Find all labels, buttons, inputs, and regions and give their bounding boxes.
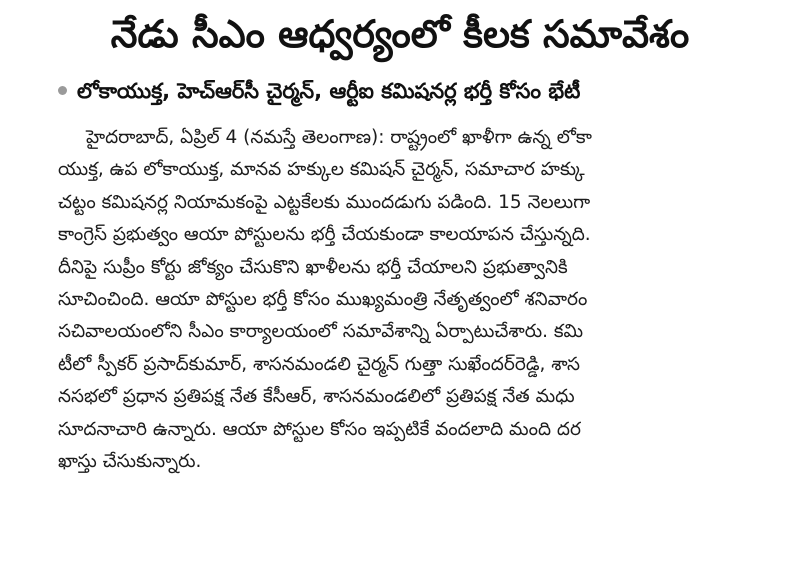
body-line: కాంగ్రెస్‌ ప్రభుత్వం ఆయా పోస్టులను భర్తీ చేయకుండా కాలయాపన చేస్తున్నది. (58, 224, 591, 246)
subheadline (58, 76, 788, 106)
article-body (58, 122, 778, 478)
body-line: టీలో స్పీకర్‌ ప్రసాద్‌కుమార్‌, శాసనమండలి చైర్మన్‌ గుత్తా సుఖేందర్‌రెడ్డి, శాస (58, 353, 580, 375)
headline: నేడు సీఎం ఆధ్వర్యంలో కీలక సమావేశం (110, 12, 690, 56)
body-line: సూదనాచారి ఉన్నారు. ఆయా పోస్టుల కోసం ఇప్పటికే వందలాది మంది దర (58, 418, 581, 440)
body-line: ఖాస్తు చేసుకున్నారు. (58, 450, 202, 472)
body-line: సూచించింది. ఆయా పోస్టుల భర్తీ కోసం ముఖ్యమంత్రి నేతృత్వంలో శనివారం (58, 288, 588, 310)
body-line: దీనిపై సుప్రీం కోర్టు జోక్యం చేసుకొని ఖాళీలను భర్తీ చేయాలని ప్రభుత్వానికి (58, 256, 568, 278)
body-line-text: హైదరాబాద్‌, ఏప్రిల్‌ 4 (నమస్తే తెలంగాణ): రాష్ట్రంలో ఖాళీగా ఉన్న లోకా (86, 127, 592, 148)
body-line: చట్టం కమిషనర్ల నియామకంపై ఎట్టకేలకు ముందడుగు పడింది. 15 నెలలుగా (58, 191, 591, 213)
subheadline-text: లోకాయుక్త, హెచ్‌ఆర్‌సీ చైర్మన్‌, ఆర్టీఐ కమిషనర్ల భర్తీ కోసం భేటీ (77, 79, 581, 103)
body-line: యుక్త, ఉప లోకాయుక్త, మానవ హక్కుల కమిషన్‌ చైర్మన్‌, సమాచార హక్కు (58, 159, 585, 181)
bullet-icon (58, 86, 67, 95)
body-line: సచివాలయంలోని సీఎం కార్యాలయంలో సమావేశాన్ని ఏర్పాటుచేశారు. కమి (58, 321, 584, 343)
body-line: నసభలో ప్రధాన ప్రతిపక్ష నేత కేసీఆర్‌, శాసనమండలిలో ప్రతిపక్ష నేత మధు (58, 386, 575, 408)
body-line (58, 122, 778, 154)
